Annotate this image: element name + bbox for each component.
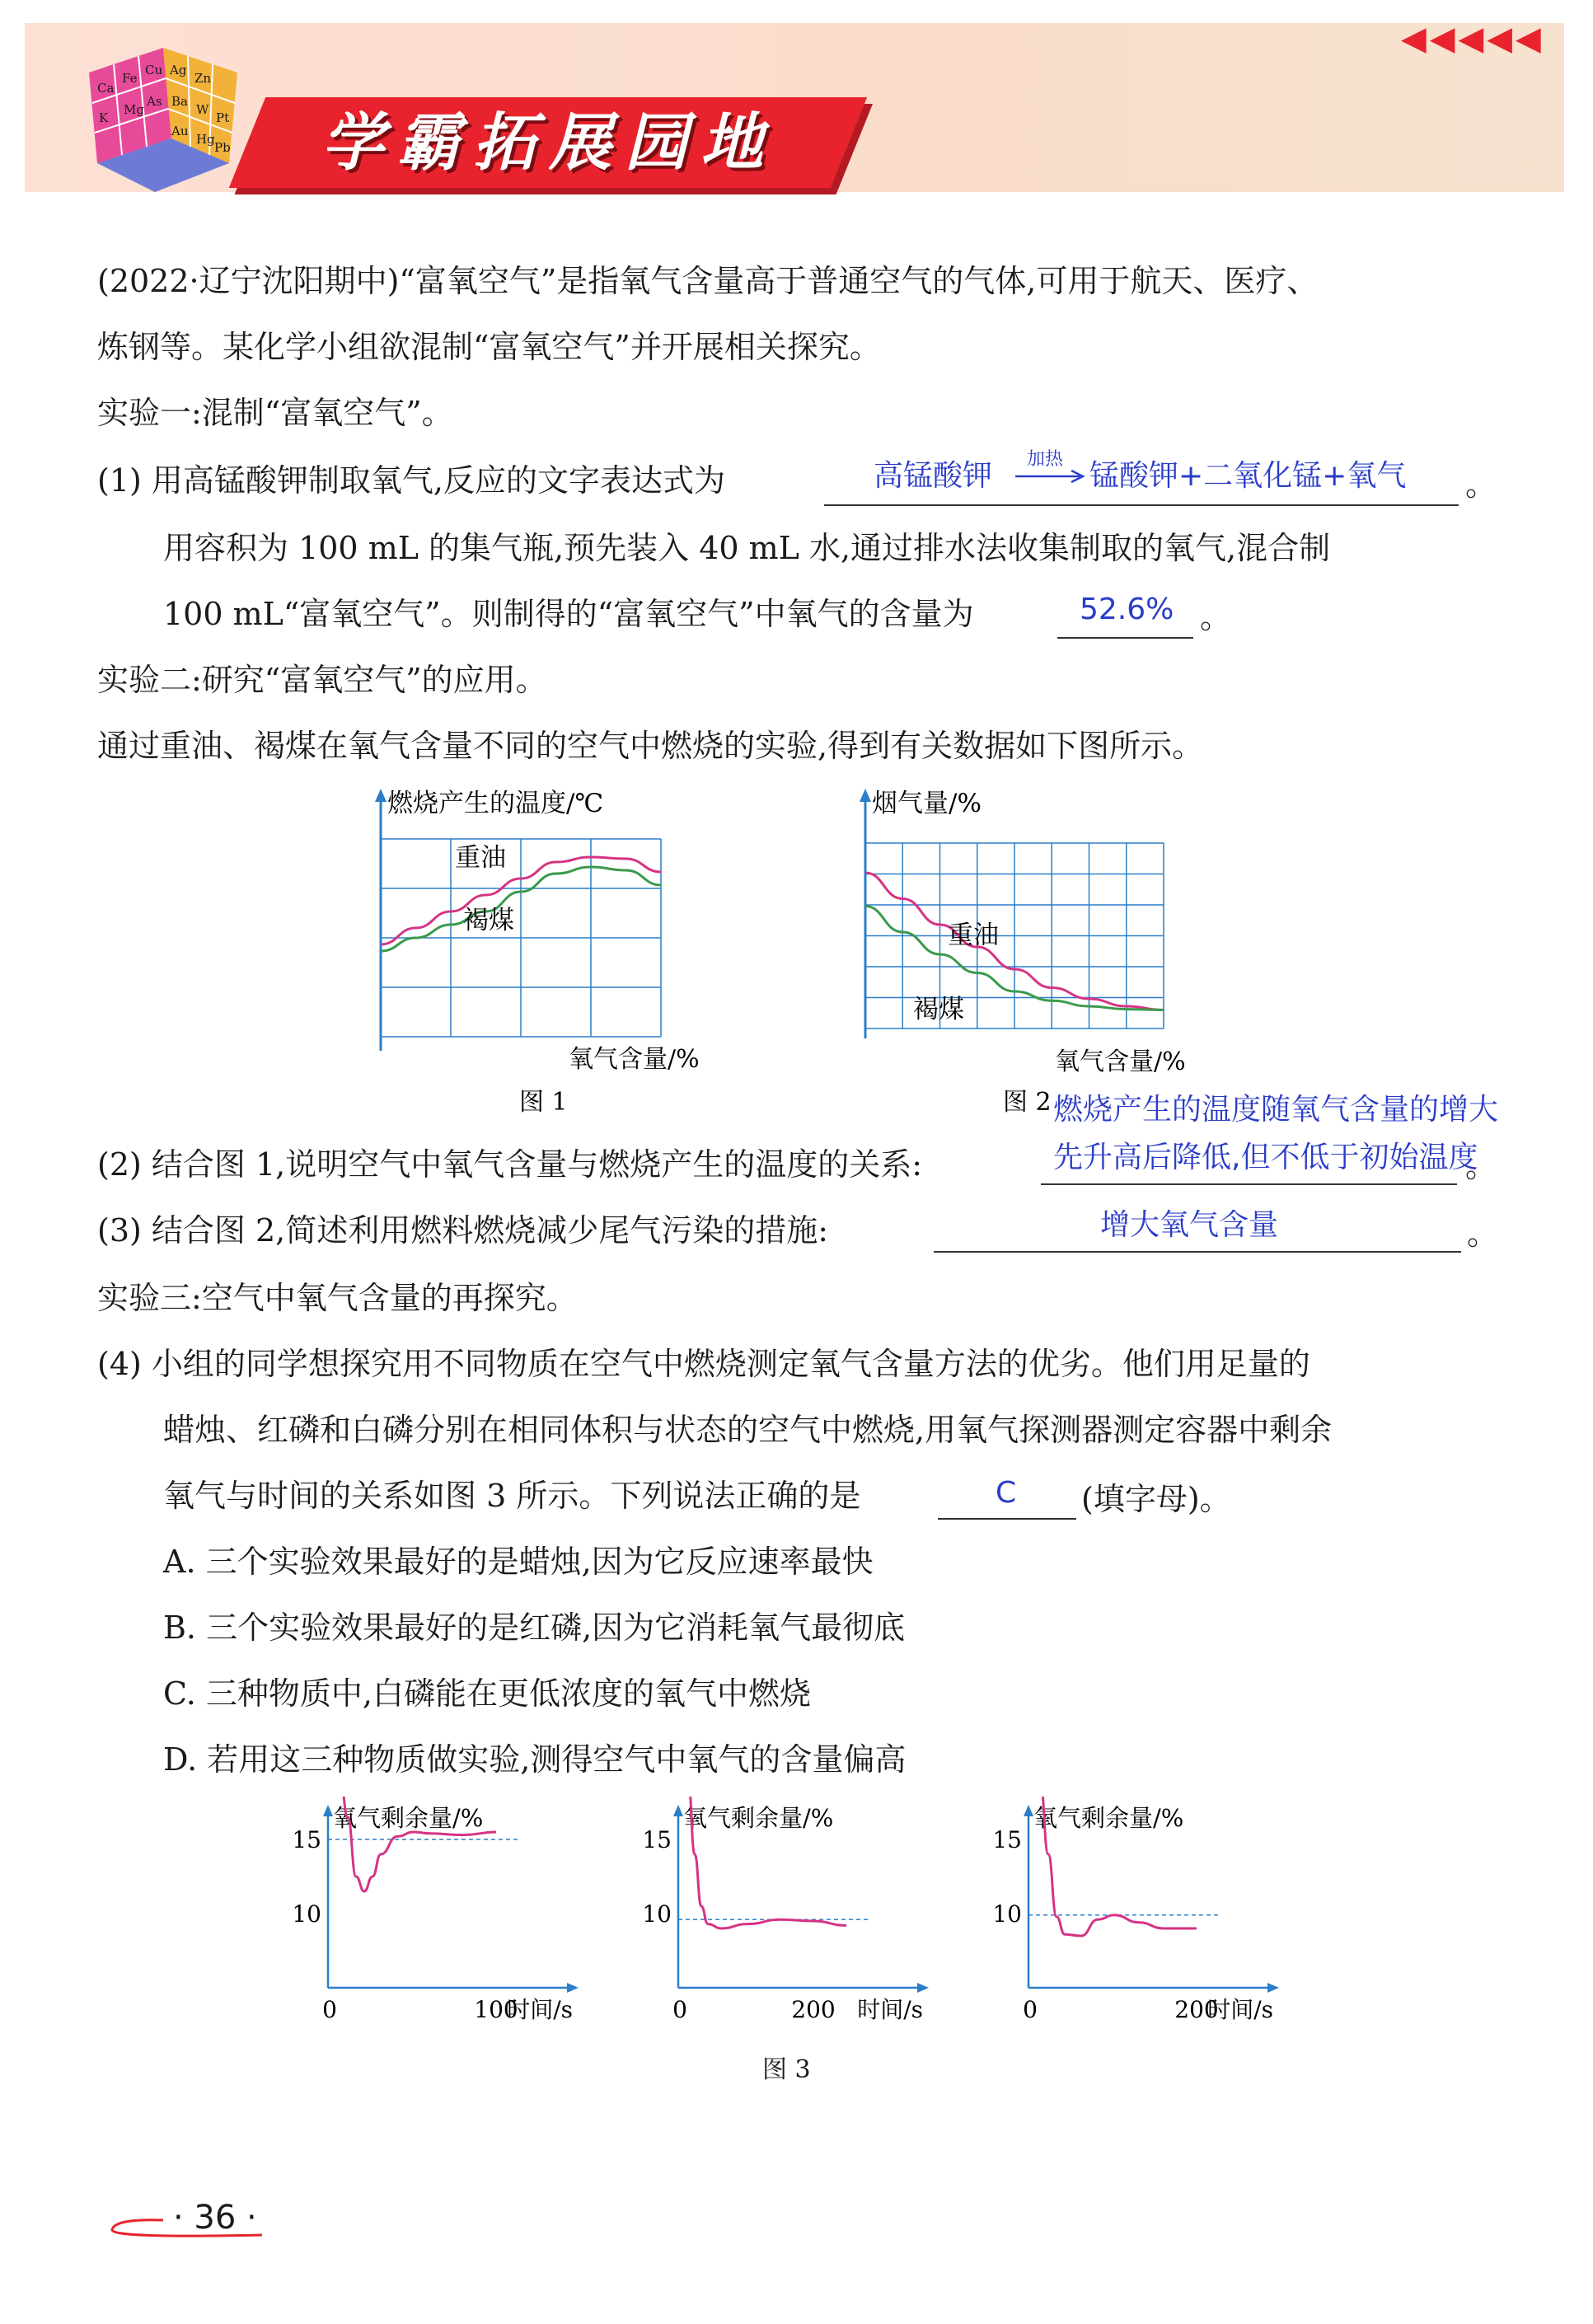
fig2-label-heavy-oil: 重油: [948, 921, 999, 950]
y-tick-label: 15: [292, 1826, 321, 1853]
q4-line-2: 蜡烛、红磷和白磷分别在相同体积与状态的空气中燃烧,用氧气探测器测定容器中剩余: [163, 1412, 1333, 1448]
cube-label: Pb: [214, 140, 231, 155]
q1-line-3: 100 mL“富氧空气”。则制得的“富氧空气”中氧气的含量为: [163, 596, 974, 632]
intro-line-2: 炼钢等。某化学小组欲混制“富氧空气”并开展相关探究。: [97, 329, 881, 365]
q4-line-1: (4) 小组的同学想探究用不同物质在空气中燃烧测定氧气含量方法的优劣。他们用足量的: [97, 1346, 1310, 1382]
option-c: C. 三种物质中,白磷能在更低浓度的氧气中燃烧: [163, 1675, 811, 1712]
y-axis-label: 氧气剩余量/%: [333, 1804, 484, 1832]
cube-label: K: [99, 110, 109, 125]
figure-3-candle-chart: [288, 1797, 593, 2044]
x-axis-label: 时间/s: [857, 1996, 923, 2023]
fig1-y-arrow-icon: [375, 789, 387, 802]
y-tick-label: 15: [642, 1826, 672, 1853]
q3-answer: 增大氧气含量: [1100, 1208, 1279, 1242]
fig1-ylabel: 燃烧产生的温度/℃: [387, 789, 604, 818]
fig2-y-arrow-icon: [860, 789, 871, 802]
fig2-ylabel: 烟气量/%: [872, 789, 982, 818]
fig1-label-heavy-oil: 重油: [455, 843, 506, 873]
y-tick-label: 15: [992, 1826, 1022, 1853]
figure-3-white-phosphorus-chart: [989, 1797, 1294, 2044]
q1-answer-reactant: 高锰酸钾: [874, 459, 993, 493]
x-axis-label: 时间/s: [1207, 1996, 1273, 2023]
q3-end: 。: [1467, 1216, 1499, 1252]
cube-label: Au: [171, 124, 189, 138]
cube-label: Cu: [145, 63, 163, 77]
cube-label: Zn: [194, 71, 212, 86]
figure-3-red-phosphorus-chart: [639, 1797, 944, 2044]
q3-question: (3) 结合图 2,简述利用燃料燃烧减少尾气污染的措施:: [97, 1212, 829, 1249]
y-tick-label: 10: [992, 1900, 1022, 1928]
header-arrows: ◀◀◀◀◀: [1401, 20, 1544, 58]
reaction-arrow-icon: [1014, 468, 1088, 485]
cube-label: Ca: [97, 81, 115, 96]
fig2-caption: 图 2: [1003, 1088, 1052, 1117]
fig1-caption: 图 1: [519, 1088, 568, 1117]
y-arrow-icon: [673, 1805, 683, 1816]
option-d: D. 若用这三种物质做实验,测得空气中氧气的含量偏高: [163, 1741, 907, 1778]
page-number: · 36 ·: [173, 2199, 257, 2237]
figure-3-caption: 图 3: [762, 2055, 811, 2084]
y-tick-label: 10: [292, 1900, 321, 1928]
q2-question: (2) 结合图 1,说明空气中氧气含量与燃烧产生的温度的关系:: [97, 1146, 923, 1183]
cube-label: W: [196, 102, 209, 117]
fig1-xlabel: 氧气含量/%: [569, 1045, 700, 1074]
x-tick-label: 100: [474, 1996, 518, 2023]
q1-answer-2: 52.6%: [1080, 593, 1174, 626]
x-tick-label: 0: [1023, 1996, 1038, 2023]
fig2-label-lignite: 褐煤: [913, 995, 964, 1024]
intro-line-1: (2022·辽宁沈阳期中)“富氧空气”是指氧气含量高于普通空气的气体,可用于航天、医疗、: [97, 263, 1319, 299]
y-axis-label: 氧气剩余量/%: [1033, 1804, 1184, 1832]
q1-line-2: 用容积为 100 mL 的集气瓶,预先装入 40 mL 水,通过排水法收集制取的氧气,混合制: [163, 530, 1331, 566]
q1-line-1: (1) 用高锰酸钾制取氧气,反应的文字表达式为: [97, 462, 725, 499]
q1-answer-products: 锰酸钾+二氧化锰+氧气: [1089, 459, 1407, 493]
periodic-cube-icon: [73, 40, 262, 196]
exp3-title: 实验三:空气中氧气含量的再探究。: [97, 1280, 578, 1316]
y-arrow-icon: [323, 1805, 333, 1816]
q2-end: 。: [1465, 1148, 1497, 1184]
x-arrow-icon: [917, 1983, 929, 1993]
option-b: B. 三个实验效果最好的是红磷,因为它消耗氧气最彻底: [163, 1609, 906, 1646]
cube-label: Ag: [170, 63, 187, 77]
cube-label: As: [147, 94, 162, 109]
y-tick-label: 10: [642, 1900, 672, 1928]
section-title: 学霸拓展园地: [321, 105, 776, 179]
q1-end: 。: [1465, 466, 1497, 503]
exp2-title: 实验二:研究“富氧空气”的应用。: [97, 662, 547, 698]
x-arrow-icon: [1267, 1983, 1279, 1993]
q1-answer-condition: 加热: [1027, 449, 1064, 470]
q1-answer2-line: [1057, 637, 1193, 639]
exp1-title: 实验一:混制“富氧空气”。: [97, 395, 453, 431]
q2-answer-line-1: 燃烧产生的温度随氧气含量的增大: [1053, 1093, 1499, 1127]
x-arrow-icon: [567, 1983, 579, 1993]
x-tick-label: 200: [1174, 1996, 1219, 2023]
x-axis-label: 时间/s: [507, 1996, 573, 2023]
figure-1-chart: [363, 787, 733, 1117]
cube-label: Hg: [196, 132, 215, 147]
q1-answer-line: [824, 504, 1459, 506]
option-a: A. 三个实验效果最好的是蜡烛,因为它反应速率最快: [163, 1544, 874, 1580]
q4-answer: C: [996, 1476, 1017, 1510]
exp2-desc: 通过重油、褐煤在氧气含量不同的空气中燃烧的实验,得到有关数据如下图所示。: [97, 728, 1204, 764]
q4-answer-underline: [938, 1518, 1076, 1520]
fig2-xlabel: 氧气含量/%: [1055, 1047, 1186, 1076]
q1-line-3-end: 。: [1200, 599, 1232, 635]
fig1-label-lignite: 褐煤: [463, 906, 514, 935]
x-tick-label: 0: [672, 1996, 687, 2023]
cube-label: Ba: [171, 94, 188, 109]
x-tick-label: 0: [322, 1996, 337, 2023]
y-arrow-icon: [1024, 1805, 1033, 1816]
q3-answer-underline: [934, 1251, 1461, 1253]
cube-label: Pt: [216, 110, 230, 125]
figure-2-chart: [850, 787, 1238, 1117]
y-axis-label: 氧气剩余量/%: [683, 1804, 834, 1832]
cube-label: Fe: [122, 71, 138, 86]
q4-line-3-end: (填字母)。: [1081, 1481, 1231, 1517]
q2-answer-underline: [1041, 1183, 1457, 1185]
cube-label: Mg: [124, 102, 144, 117]
q2-answer-line-2: 先升高后降低,但不低于初始温度: [1053, 1141, 1478, 1174]
x-tick-label: 200: [791, 1996, 836, 2023]
q4-line-3: 氧气与时间的关系如图 3 所示。下列说法正确的是: [163, 1478, 861, 1514]
